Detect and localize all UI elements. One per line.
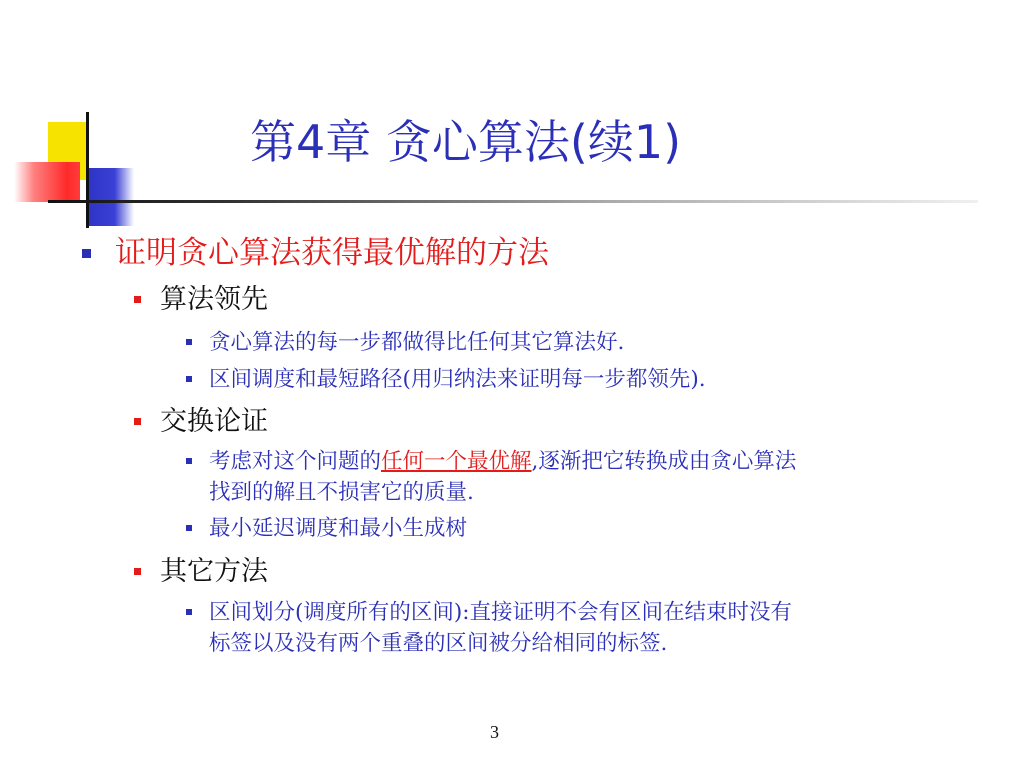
list-item <box>186 597 792 659</box>
logo-blue-square <box>86 168 134 226</box>
main-point-item <box>82 232 549 274</box>
list-item-text <box>209 597 792 659</box>
square-bullet-icon <box>186 339 192 345</box>
list-item-text <box>209 446 796 508</box>
square-bullet-icon <box>134 568 141 575</box>
main-point-text: 证明贪心算法获得最优解的方法 <box>115 235 549 271</box>
square-bullet-icon <box>82 249 91 258</box>
logo-vertical-line <box>86 112 89 228</box>
list-item <box>186 513 467 544</box>
list-item-text: 贪心算法的每一步都做得比任何其它算法好. <box>209 330 625 355</box>
list-item-text: 区间调度和最短路径(用归纳法来证明每一步都领先). <box>209 367 706 392</box>
section-heading-item <box>134 282 268 318</box>
list-item-text-continued: 标签以及没有两个重叠的区间被分给相同的标签. <box>209 631 668 656</box>
square-bullet-icon <box>134 418 141 425</box>
list-item <box>186 364 706 395</box>
section-heading-item <box>134 404 268 440</box>
square-bullet-icon <box>186 458 192 464</box>
slide-title: 第4章 贪心算法(续1) <box>250 115 682 169</box>
square-bullet-icon <box>186 376 192 382</box>
corner-logo-decoration <box>0 0 160 240</box>
square-bullet-icon <box>134 296 141 303</box>
list-item-text-end: ,逐渐把它转换成由贪心算法 <box>531 449 797 474</box>
logo-red-bar <box>14 162 80 202</box>
section-heading: 算法领先 <box>160 284 268 315</box>
section-heading: 交换论证 <box>160 406 268 437</box>
section-heading-item <box>134 554 268 590</box>
list-item-text: 最小延迟调度和最小生成树 <box>209 516 468 541</box>
highlighted-phrase: 任何一个最优解 <box>381 449 532 474</box>
list-item-text-start: 区间划分(调度所有的区间):直接证明不会有区间在结束时没有 <box>209 600 793 625</box>
list-item-text-continued: 找到的解且不损害它的质量. <box>209 480 474 505</box>
section-heading: 其它方法 <box>160 556 268 587</box>
page-number: 3 <box>490 722 499 742</box>
list-item <box>186 446 796 508</box>
square-bullet-icon <box>186 609 192 615</box>
square-bullet-icon <box>186 525 192 531</box>
title-underline-rule <box>48 200 978 203</box>
list-item-text-start: 考虑对这个问题的 <box>209 449 382 474</box>
list-item <box>186 327 624 358</box>
